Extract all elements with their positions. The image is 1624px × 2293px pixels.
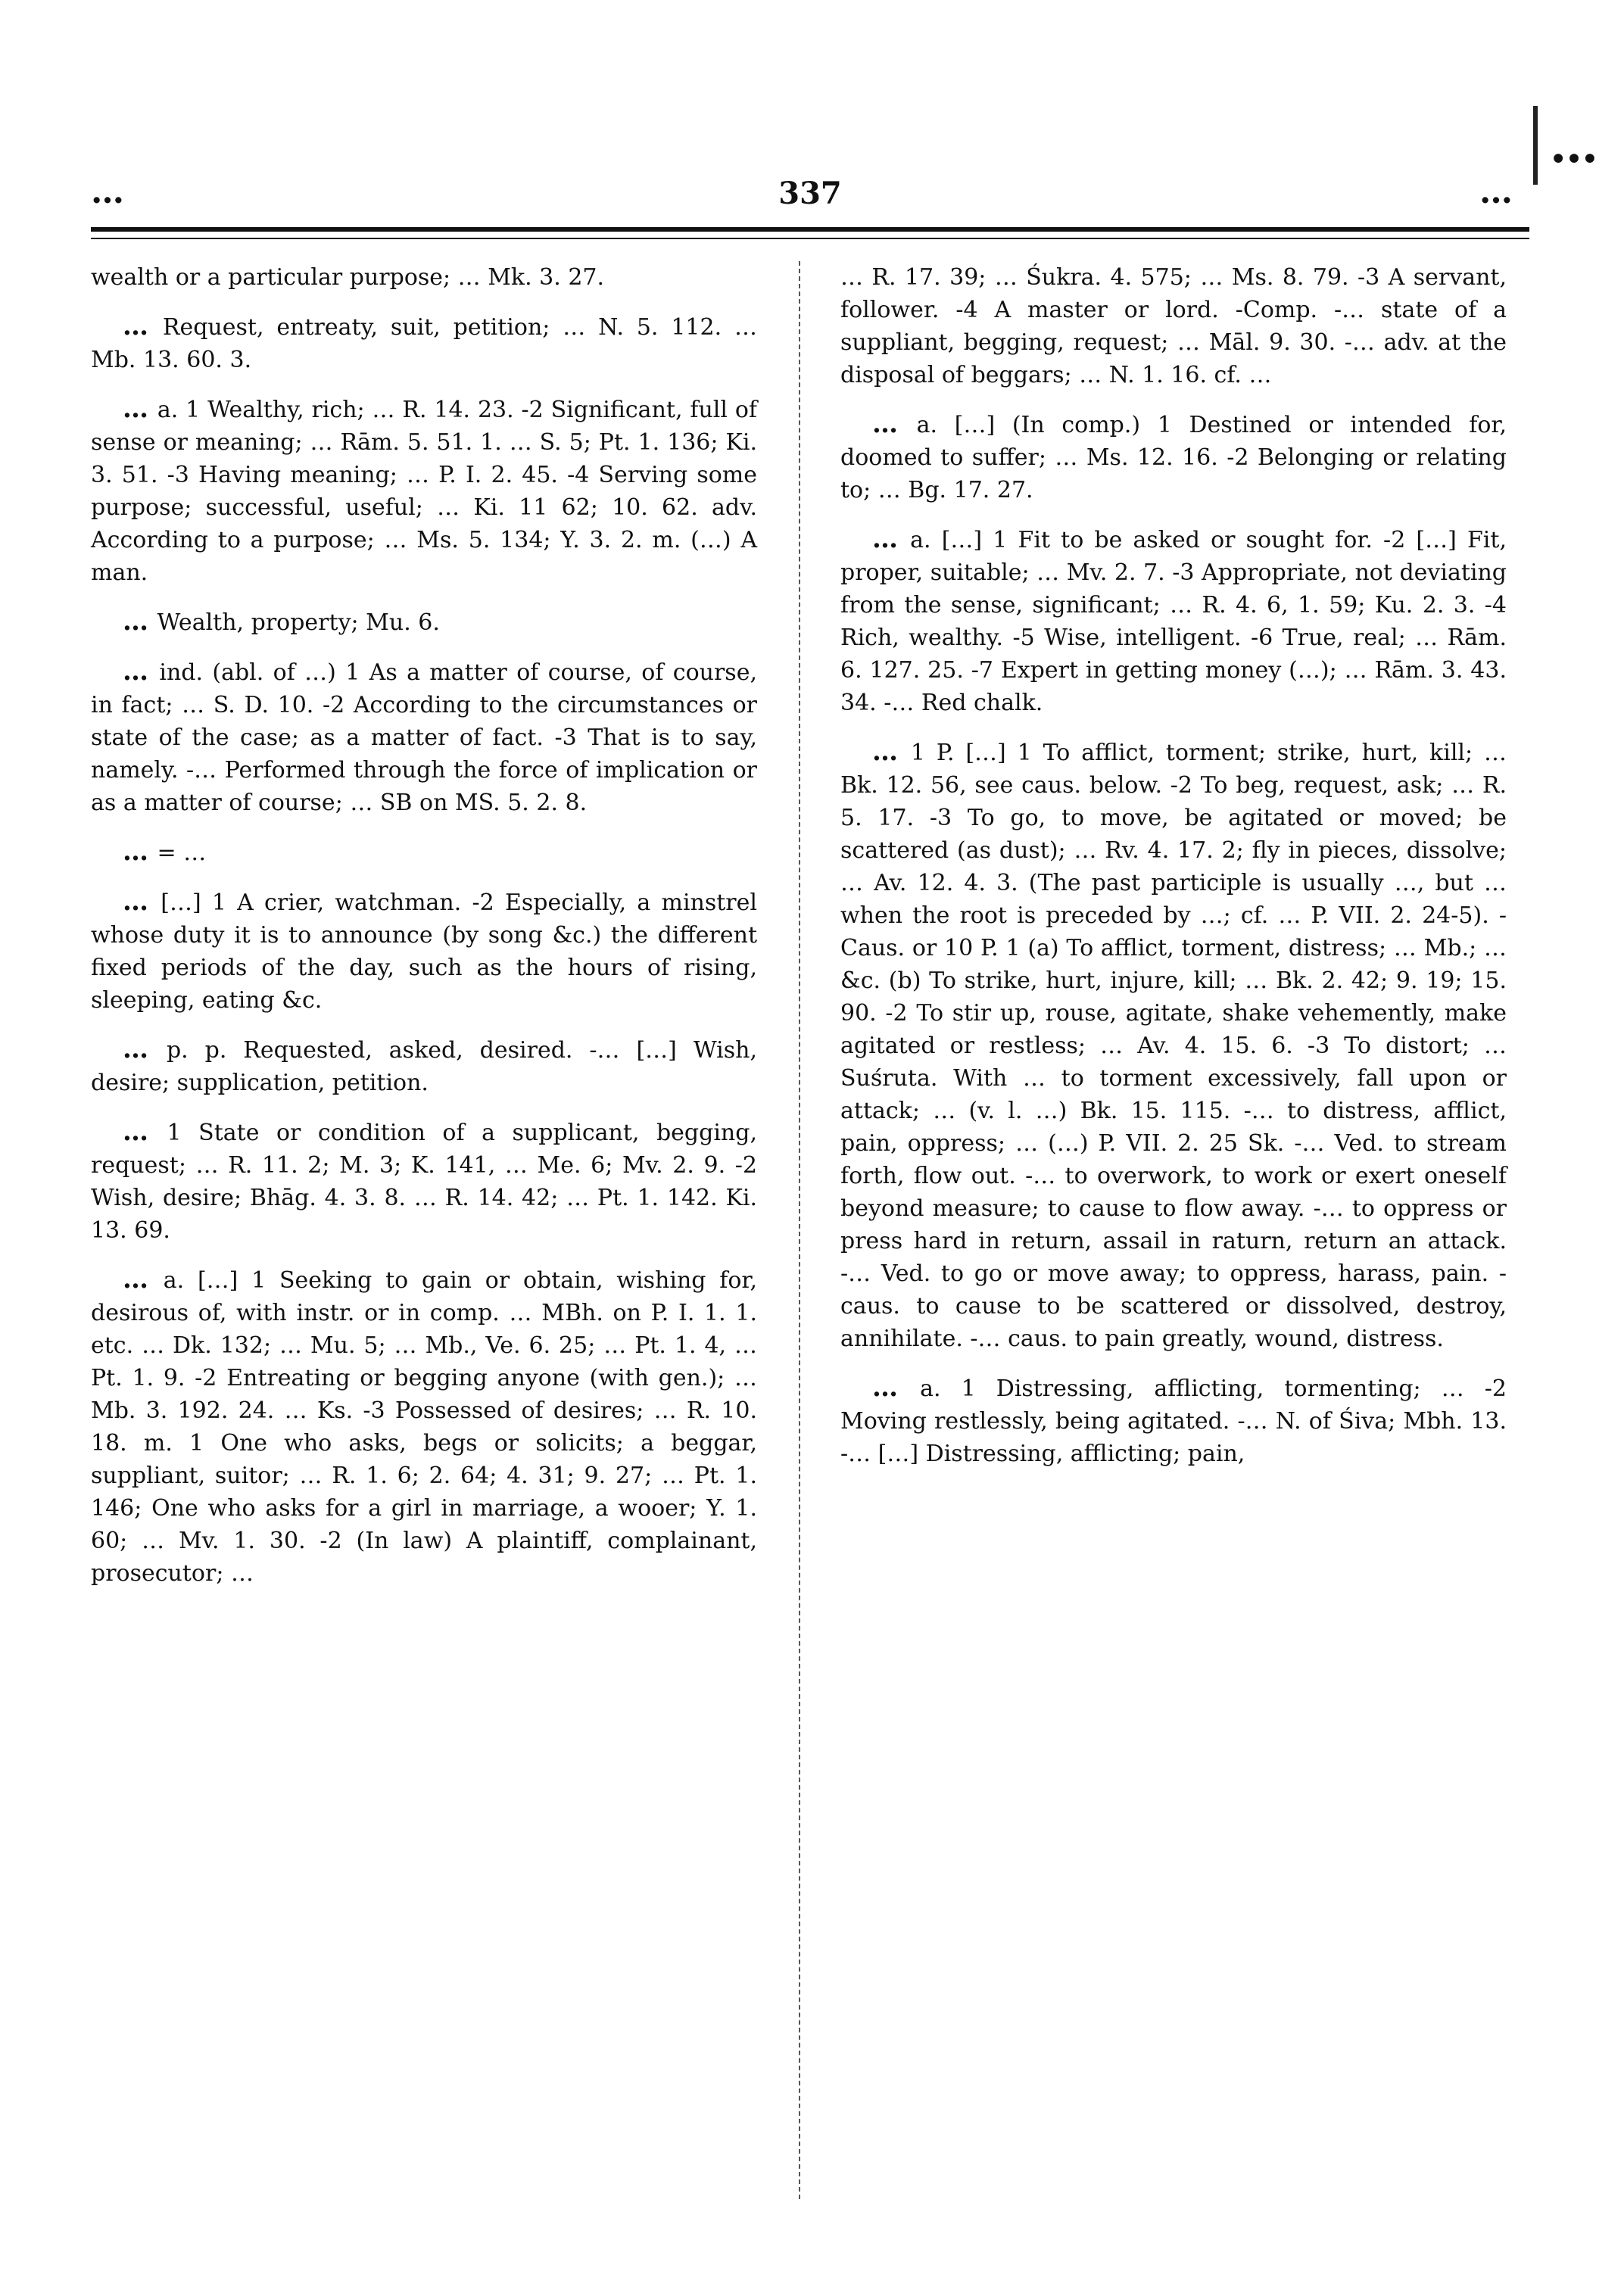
entry-headword: … — [123, 394, 150, 424]
header-rule-thick — [91, 227, 1529, 232]
entry-text: a. […] (In comp.) 1 Destined or intended for, doomed to suffer; … Ms. 12. 16. -2 Belonging or relating to; … Bg. 17. 27. — [840, 412, 1507, 503]
entry-headword: … — [123, 606, 150, 637]
entry-headword: … — [872, 524, 899, 554]
left-column — [91, 261, 757, 1606]
entry-text: a. 1 Distressing, afflicting, tormenting; … -2 Moving restlessly, being agitated. -… N. of Śiva; Mbh. 13. -… […] Distressing, afflicting; pain, — [840, 1375, 1507, 1467]
entry-headword: … — [872, 1372, 899, 1403]
dictionary-entry — [91, 606, 757, 639]
column-divider — [799, 261, 800, 2199]
entry-text: wealth or a particular purpose; … Mk. 3. 27. — [91, 264, 605, 291]
entry-headword: … — [123, 656, 150, 687]
entry-headword: … — [123, 1264, 150, 1294]
dictionary-entry — [91, 310, 757, 376]
dictionary-entry — [91, 886, 757, 1017]
entry-headword: … — [123, 837, 150, 867]
dictionary-entry — [840, 523, 1507, 719]
entry-headword: … — [872, 409, 899, 439]
page-header — [91, 159, 1529, 220]
dictionary-entry — [840, 261, 1507, 391]
entry-headword: … — [123, 886, 150, 917]
dictionary-entry — [91, 836, 757, 869]
entry-text: … R. 17. 39; … Śukra. 4. 575; … Ms. 8. 79. -3 A servant, follower. -4 A master or lord. -Comp. -… state of a suppliant, begging, request; … Māl. 9. 30. -… adv. at the disposal of beggars; … N. 1. 16. cf. … — [840, 264, 1507, 388]
entry-text: p. p. Requested, asked, desired. -… […] Wish, desire; supplication, petition. — [91, 1037, 757, 1096]
thumb-index-tab: … — [1533, 106, 1610, 185]
entry-text: 1 P. […] 1 To afflict, torment; strike, hurt, kill; … Bk. 12. 56, see caus. below. -2 To beg, request, ask; … R. 5. 17. -3 To go, to move, be agitated or moved; be scattered (as dust); … Rv. 4. 17. 2; fly in pieces, dissolve; … Av. 12. 4. 3. (The past participle is usually …, but … when the root is preceded by …; cf. … P. VII. 2. 24-5). -Caus. or 10 P. 1 (a) To afflict, torment, distress; … Mb.; … &c. (b) To strike, hurt, injure, kill; … Bk. 2. 42; 9. 19; 15. 90. -2 To stir up, rouse, agitate, shake vehemently, make agitated or restless; … Av. 4. 15. 6. -3 To distort; … Suśruta. With … to torment excessively, fall upon or attack; … (v. l. …) Bk. 15. 115. -… to distress, afflict, pain, oppress; … (…) P. VII. 2. 25 Sk. -… Ved. to stream forth, flow out. -… to overwork, to work or exert oneself beyond measure; to cause to flow away. -… to oppress or press hard in return, assail in raturn, return an attack. -… Ved. to go or move away; to oppress, harass, pain. -caus. to cause to be scattered or dissolved, destroy, annihilate. -… caus. to pain greatly, wound, distress. — [840, 740, 1507, 1352]
entry-text: = … — [157, 840, 207, 866]
entry-headword: … — [123, 311, 150, 341]
entry-text: a. […] 1 Fit to be asked or sought for. -2 […] Fit, proper, suitable; … Mv. 2. 7. -3 Appropriate, not deviating from the sense, significant; … R. 4. 6, 1. 59; Ku. 2. 3. -4 Rich, wealthy. -5 Wise, intelligent. -6 True, real; … Rām. 6. 127. 25. -7 Expert in getting money (…); … Rām. 3. 43. 34. -… Red chalk. — [840, 527, 1507, 716]
header-left-word: … — [91, 173, 126, 211]
dictionary-entry — [91, 393, 757, 589]
dictionary-entry — [840, 736, 1507, 1355]
entry-headword: … — [123, 1034, 150, 1064]
header-right-word: … — [1479, 173, 1514, 211]
dictionary-entry — [91, 261, 757, 294]
page-number: 337 — [778, 176, 842, 211]
entry-headword: … — [123, 1117, 150, 1147]
entry-text: a. 1 Wealthy, rich; … R. 14. 23. -2 Significant, full of sense or meaning; … Rām. 5. 51. 1. … S. 5; Pt. 1. 136; Ki. 3. 51. -3 Having meaning; … P. I. 2. 45. -4 Serving some purpose; successful, useful; … Ki. 11 62; 10. 62. adv. According to a purpose; … Ms. 5. 134; Y. 3. 2. m. (…) A man. — [91, 397, 757, 586]
entry-text: 1 State or condition of a supplicant, begging, request; … R. 11. 2; M. 3; K. 141, … Me. 6; Mv. 2. 9. -2 Wish, desire; Bhāg. 4. 3. 8. … R. 14. 42; … Pt. 1. 142. Ki. 13. 69. — [91, 1120, 757, 1244]
entry-text: Wealth, property; Mu. 6. — [157, 609, 440, 636]
header-rule-thin — [91, 238, 1529, 239]
right-column — [840, 261, 1507, 1487]
entry-text: a. […] 1 Seeking to gain or obtain, wishing for, desirous of, with instr. or in comp. … MBh. on P. I. 1. 1. etc. … Dk. 132; … Mu. 5; … Mb., Ve. 6. 25; … Pt. 1. 4, … Pt. 1. 9. -2 Entreating or begging anyone (with gen.); … Mb. 3. 192. 24. … Ks. -3 Possessed of desires; … R. 10. 18. m. 1 One who asks, begs or solicits; a beggar, suppliant, suitor; … R. 1. 6; 2. 64; 4. 31; 9. 27; … Pt. 1. 146; One who asks for a girl in marriage, a wooer; Y. 1. 60; … Mv. 1. 30. -2 (In law) A plaintiff, complainant, prosecutor; … — [91, 1267, 757, 1587]
dictionary-entry — [91, 1263, 757, 1590]
dictionary-entry — [840, 1372, 1507, 1470]
dictionary-entry — [840, 408, 1507, 506]
dictionary-entry — [91, 1116, 757, 1247]
entry-headword: … — [872, 737, 899, 767]
entry-text: Request, entreaty, suit, petition; … N. 5. 112. … Mb. 13. 60. 3. — [91, 314, 757, 373]
entry-text: ind. (abl. of …) 1 As a matter of course, of course, in fact; … S. D. 10. -2 According to the circumstances or state of the case; as a matter of fact. -3 That is to say, namely. -… Performed through the force of implication or as a matter of course; … SB on MS. 5. 2. 8. — [91, 659, 757, 816]
dictionary-entry — [91, 656, 757, 819]
dictionary-entry — [91, 1033, 757, 1099]
entry-text: […] 1 A crier, watchman. -2 Especially, a minstrel whose duty it is to announce (by song &c.) the different fixed periods of the day, such as the hours of rising, sleeping, eating &c. — [91, 889, 757, 1014]
